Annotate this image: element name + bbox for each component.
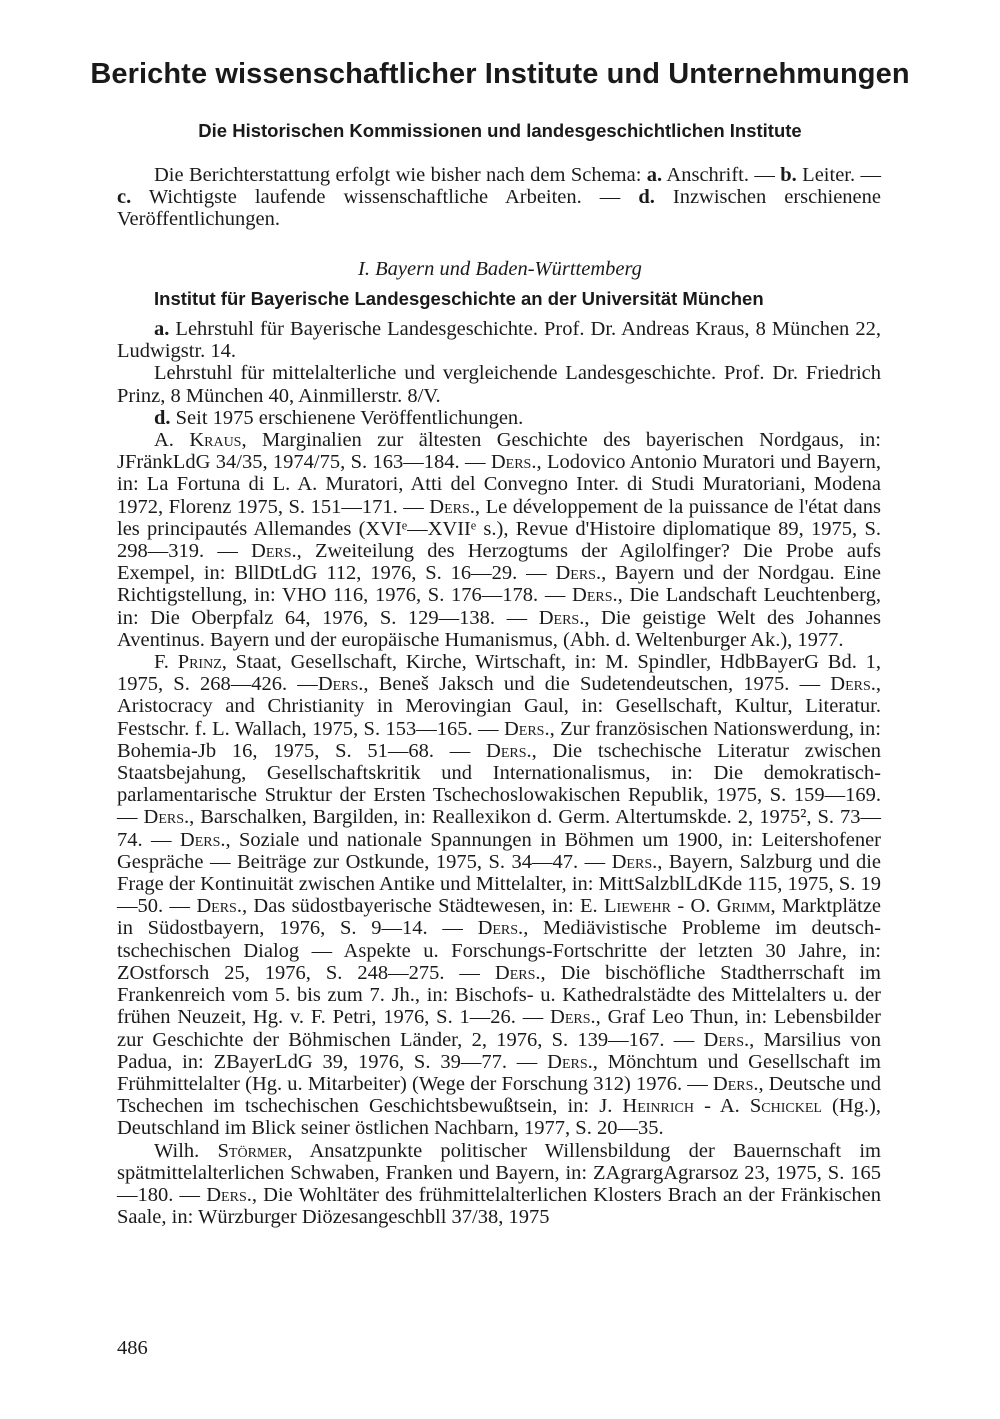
- prinz-bibliography: F. Prinz, Staat, Gesellschaft, Kirche, Wirtschaft, in: M. Spindler, HdbBayerG Bd. 1, 1975, S. 268—426. —Ders., Beneš Jaksch und die Sudetendeutschen, 1975. — Ders., Aristocracy and Christianity in Merovingian Gaul, in: Gesellschaft, Kultur, Literatur. Festschr. f. L. Wallach, 1975, S. 153—165. — Ders., Zur französischen Nationswerdung, in: Bohemia-Jb 16, 1975, S. 51—68. — Ders., Die tschechische Literatur zwischen Staatsbejahung, Gesellschaftskritik und Internationalismus, in: Die demokratisch-parlamentarische Struktur der Ersten Tschechoslowakischen Republik, 1975, S. 159—169. — Ders., Barschalken, Bargilden, in: Reallexikon d. Germ. Altertumskde. 2, 1975², S. 73—74. — Ders., Soziale und nationale Spannungen in Böhmen um 1900, in: Leitershofener Gespräche — Beiträge zur Ostkunde, 1975, S. 34—47. — Ders., Bayern, Salzburg und die Frage der Kontinuität zwischen Antike und Mittelalter, in: MittSalzblLdKde 115, 1975, S. 19—50. — Ders., Das südostbayerische Städtewesen, in: E. Liewehr - O. Grimm, Marktplätze in Südostbayern, 1976, S. 9—14. — Ders., Mediävistische Probleme im deutsch-tschechischen Dialog — Aspekte u. Forschungs-Fortschritte der letzten 30 Jahre, in: ZOstforsch 25, 1976, S. 248—275. — Ders., Die bischöfliche Stadtherrschaft im Frankenreich vom 5. bis zum 7. Jh., in: Bischofs- u. Kathedralstädte des Mittelalters u. der frühen Neuzeit, Hg. v. F. Petri, 1976, S. 1—26. — Ders., Graf Leo Thun, in: Lebensbilder zur Geschichte der Böhmischen Länder, 2, 1976, S. 139—167. — Ders., Marsilius von Padua, in: ZBayerLdG 39, 1976, S. 39—77. — Ders., Mönchtum und Gesellschaft im Frühmittelalter (Hg. u. Mitarbeiter) (Wege der Forschung 312) 1976. — Ders., Deutsche und Tschechen im tschechischen Geschichtsbewußtsein, in: J. Heinrich - A. Schickel (Hg.), Deutschland im Blick seiner östlichen Nachbarn, 1977, S. 20—35.: [117, 651, 882, 1140]
- institute-report: [117, 318, 881, 1228]
- kraus-bibliography: A. Kraus, Marginalien zur ältesten Geschichte des bayerischen Nordgaus, in: JFränkLdG 34/35, 1974/75, S. 163—184. — Ders., Lodovico Antonio Muratori und Bayern, in: La Fortuna di L. A. Muratori, Atti del Convegno Inter. di Studi Muratoriani, Modena 1972, Florenz 1975, S. 151—171. — Ders., Le développement de la puissance de l'état dans les principautés Allemandes (XVIᵉ—XVIIᵉ s.), Revue d'Histoire diplomatique 89, 1975, S. 298—319. — Ders., Zweiteilung des Herzogtums der Agilolfinger? Die Probe aufs Exempel, in: BllDtLdG 112, 1976, S. 16—29. — Ders., Bayern und der Nordgau. Eine Richtigstellung, in: VHO 116, 1976, S. 176—178. — Ders., Die Landschaft Leuchtenberg, in: Die Oberpfalz 64, 1976, S. 129—138. — Ders., Die geistige Welt des Johannes Aventinus. Bayern und der europäische Humanismus, (Abh. d. Weltenburger Ak.), 1977.: [117, 429, 882, 651]
- section-heading: I. Bayern und Baden-Württemberg: [358, 258, 642, 280]
- page-subtitle: Die Historischen Kommissionen und landesgeschichtlichen Institute: [198, 120, 802, 141]
- address-entry-2: Lehrstuhl für mittelalterliche und vergleichende Landesgeschichte. Prof. Dr. Friedrich Prinz, 8 München 40, Ainmillerstr. 8/V.: [117, 362, 881, 407]
- page-title: Berichte wissenschaftlicher Institute und Unternehmungen: [90, 58, 910, 90]
- publications-heading: d. Seit 1975 erschienene Veröffentlichungen.: [154, 406, 524, 429]
- stoermer-bibliography: Wilh. Störmer, Ansatzpunkte politischer Willensbildung der Bauernschaft im spätmittelalterlichen Schwaben, Franken und Bayern, in: ZAgrargAgrarsoz 23, 1975, S. 165—180. — Ders., Die Wohltäter des frühmittelalterlichen Klosters Brach an der Fränkischen Saale, in: Würzburger Diözesangeschbll 37/38, 1975: [117, 1139, 882, 1229]
- institute-heading: Institut für Bayerische Landesgeschichte an der Universität München: [154, 288, 764, 309]
- address-entry: a. Lehrstuhl für Bayerische Landesgeschichte. Prof. Dr. Andreas Kraus, 8 München 22, Ludwigstr. 14.: [117, 318, 881, 363]
- intro-paragraph: Die Berichterstattung erfolgt wie bisher nach dem Schema: a. Anschrift. — b. Leiter. — c. Wichtigste laufende wissenschaftliche Arbeiten. — d. Inzwischen erschienene Veröffentlichungen.: [117, 164, 882, 231]
- page-number: 486: [117, 1337, 148, 1359]
